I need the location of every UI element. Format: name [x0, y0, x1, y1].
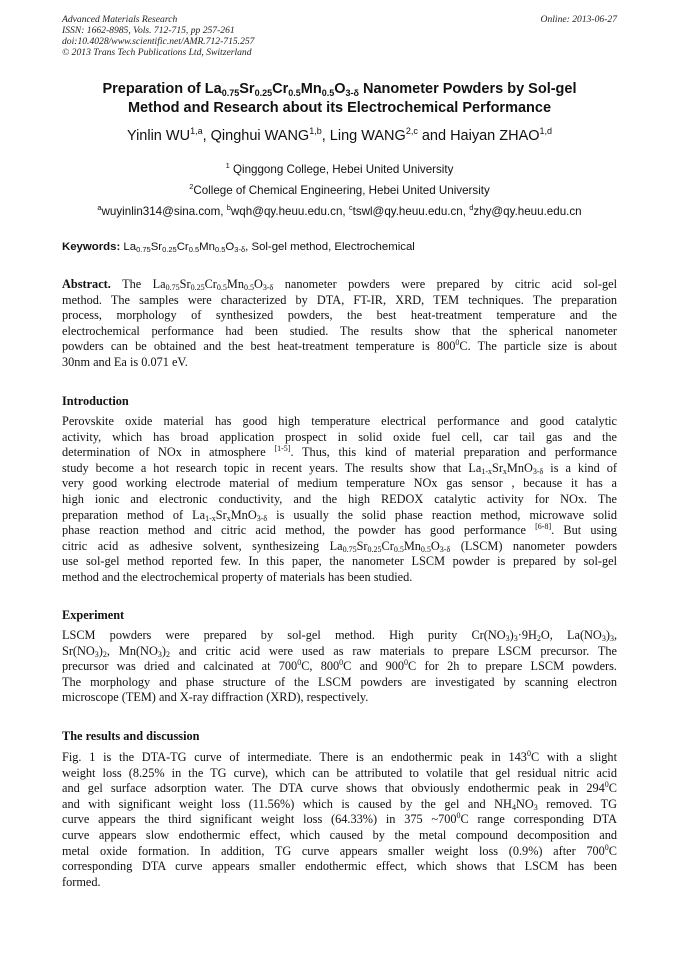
text-line: Fig. 1 is the DTA-TG curve of intermediate. There is an endothermic peak in $143^0C$ with a slight: [62, 749, 617, 764]
abstract-line: 30nm and Ea is 0.071 eV.: [62, 354, 188, 369]
text-line: activity, which has broad application prospect in solid oxide fuel cell, car tail gas and the: [62, 429, 617, 444]
paper-title: [62, 80, 617, 118]
text-line: and gel surface adsorption water. The DTA curve shows that obviously endothermic peak in $294^0C$: [62, 780, 617, 796]
section-heading-introduction: Introduction: [62, 394, 129, 408]
text-line: determination of NOx in atmosphere [1-5]. Thus, this kind of material preparation and performance: [62, 444, 617, 460]
text-line: corresponding DTA curve appears smaller endothermic effect, which shows that LSCM has been: [62, 859, 617, 874]
text-line: $Sr(NO_3)_2$, $Mn(NO_3)_2$ and critic acid were used as raw materials to prepare LSCM precursor. The: [62, 643, 617, 659]
journal-header: [62, 14, 617, 58]
text-line: preparation method of $La_{1-x}Sr_xMnO_{3-\delta}$ is usually the solid phase reaction method, microwave solid: [62, 507, 617, 523]
citation: [6-8]: [535, 522, 552, 532]
text-line: weight loss (8.25% in the TG curve), which can be attributed to volatile that gel residual nitric acid: [62, 765, 617, 780]
text-line: curve appears slow endothermic effect, which caused by the metal compound decomposition and: [62, 827, 617, 842]
text-line: citric acid as adhesive solvent, synthesizeing $La_{0.75}Sr_{0.25}Cr_{0.5}Mn_{0.5}O_{3-\delta}$ (LSCM) nanometer powders: [62, 538, 618, 554]
section-heading-results: The results and discussion: [62, 729, 200, 743]
text-line: precursor was dried and calcinated at $700^0C$, $800^0C$ and $900^0C$ for 2h to prepare LSCM powders.: [62, 658, 617, 674]
abstract: [62, 277, 617, 371]
text-line: Perovskite oxide material has good high temperature electrical performance and good catalytic: [62, 414, 617, 428]
text-line: and with significant weight loss (11.56%) which is caused by the gel and $NH_4NO_3$ removed. TG: [62, 796, 617, 812]
author-list: Yinlin WU$^{1,a}$, Qinghui WANG$^{1,b}$, Ling WANG$^{2,c}$ and Haiyan ZHAO$^{1,d}$: [126, 126, 553, 144]
email-link[interactable]: tswl@qy.heuu.edu.cn,: [352, 205, 470, 218]
abstract-line: electrochemical performance had been studied. The results show that the spherical nanometer: [62, 323, 617, 338]
online-date: Online: 2013-06-27: [540, 14, 617, 25]
text-line: high ionic and electronic conductivity, and the high REDOX catalytic activity for NOx. The: [62, 491, 617, 506]
text-line: use sol-gel method reported few. In this paper, the nanometer LSCM powder is prepared by sol-gel: [62, 554, 617, 569]
email-list: $^a$wuyinlin314@sina.com, $^b$wqh@qy.heuu.edu.cn, $^c$tswl@qy.heuu.edu.cn, $^d$zhy@qy.heuu.edu.cn: [97, 203, 582, 218]
journal-name: Advanced Materials Research: [62, 14, 178, 25]
affiliation-1: $^1$ Qinggong College, Hebei United University: [225, 161, 454, 176]
introduction-body: [62, 414, 617, 586]
abstract-line: Abstract. The $La_{0.75}Sr_{0.25}Cr_{0.5}Mn_{0.5}O_{3-\delta}$ nanometer powders were prepared by citric acid sol-gel: [62, 277, 618, 292]
text-line: curve appears the third significant weight loss (64.33%) in 375 $\sim 700^0C$ range corresponding DTA: [62, 811, 617, 827]
issn-line: ISSN: 1662-8985, Vols. 712-715, pp 257-261: [62, 25, 235, 36]
copyright-line: © 2013 Trans Tech Publications Ltd, Switzerland: [62, 47, 252, 58]
email-link[interactable]: zhy@qy.heuu.edu.cn: [473, 205, 582, 218]
keywords: Keywords: $La_{0.75}Sr_{0.25}Cr_{0.5}Mn_{0.5}O_{3-\delta}$, Sol-gel method, Electrochemical: [62, 241, 415, 254]
text-line: phase reaction method and citric acid method, the powder has good performance [6-8]. But using: [62, 522, 617, 538]
results-body: [62, 750, 617, 890]
keywords-label: Keywords:: [62, 241, 121, 253]
section-heading-experiment: Experiment: [62, 608, 125, 622]
affiliation-2: $^2$College of Chemical Engineering, Hebei United University: [189, 182, 490, 197]
text-line: method and the electrochemical property of materials has been studied.: [62, 569, 413, 584]
experiment-body: [62, 628, 617, 706]
text-line: microscope (TEM) and X-ray diffraction (XRD), respectively.: [62, 690, 369, 705]
abstract-line: method. The samples were characterized by DTA, FT-IR, XRD, TEM techniques. The preparation: [62, 292, 617, 307]
title-line-1: Preparation of $La_{0.75}Sr_{0.25}Cr_{0.5}Mn_{0.5}O_{3-\delta}$ Nanometer Powders by Sol-gel: [102, 81, 577, 98]
doi-line: doi:10.4028/www.scientific.net/AMR.712-715.257: [62, 36, 255, 47]
text-line: formed.: [62, 874, 101, 889]
citation: [1-5]: [274, 444, 291, 454]
email-link[interactable]: wuyinlin314@sina.com,: [101, 205, 227, 218]
text-line: study become a hot research topic in recent years. The results show that $La_{1-x}Sr_xMnO_{3-\delta}$ is a kind of: [62, 460, 618, 476]
title-line-2: Method and Research about its Electrochemical Performance: [127, 100, 552, 116]
email-link[interactable]: wqh@qy.heuu.edu.cn,: [230, 205, 349, 218]
abstract-line: powders can be obtained and the best heat-treatment temperature is $800^0C$. The particle size is about: [62, 338, 617, 354]
text-line: metal oxide formation. In addition, TG curve appears smaller weight loss (0.9%) after $700^0C$: [62, 842, 617, 858]
text-line: The morphology and phase structure of the LSCM powders are investigated by scanning electron: [62, 674, 617, 689]
text-line: very good working electrode material of medium temperature NOx gas sensor , because it has a: [62, 476, 617, 491]
text-line: LSCM powders were prepared by sol-gel method. High purity $Cr(NO_3)_3\cdot 9H_2O$, $La(NO_3)_3$,: [62, 628, 618, 643]
abstract-line: process, morphology of synthesized powders, the best heat-treatment temperature and the: [62, 308, 617, 323]
